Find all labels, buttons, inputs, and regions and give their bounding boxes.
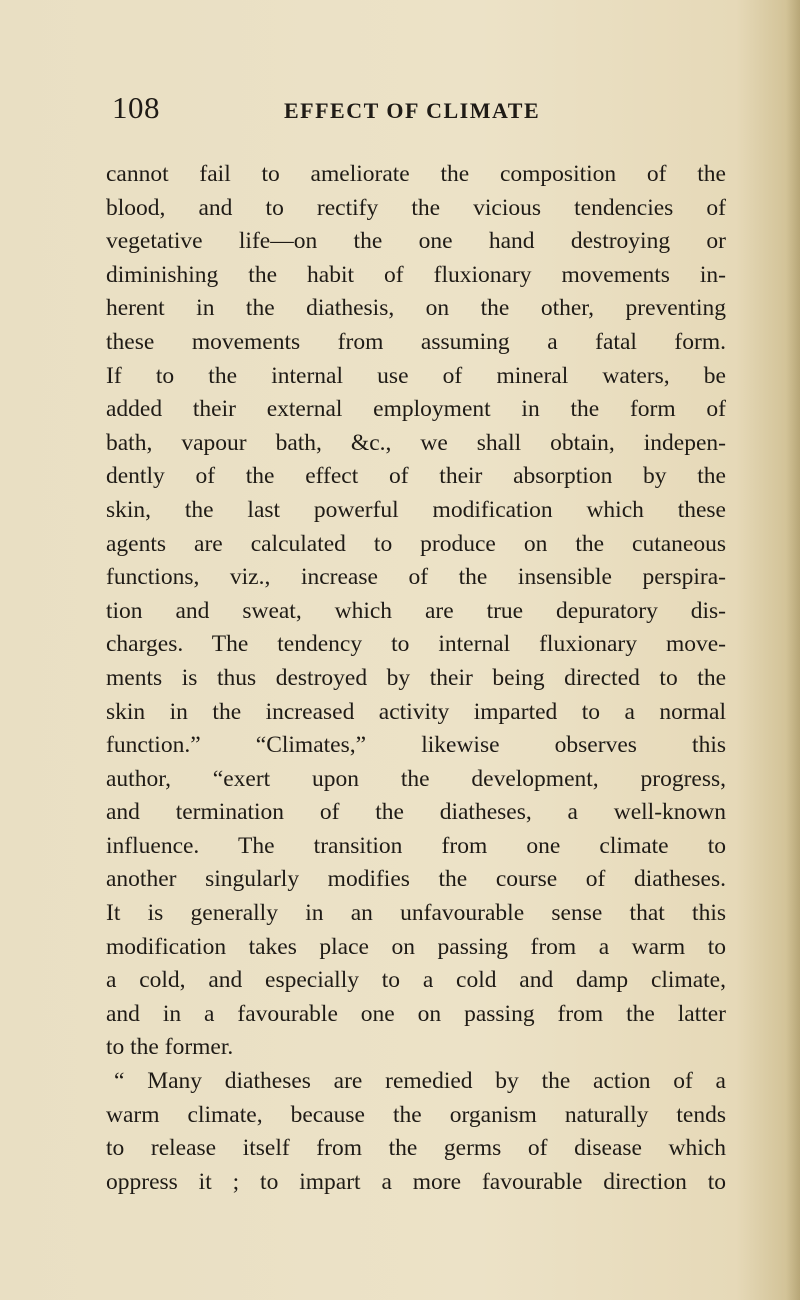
text-line: blood, and to rectify the vicious tendencies of (106, 194, 726, 221)
text-line: oppress it ; to impart a more favourable direction to (106, 1168, 726, 1195)
text-line: tion and sweat, which are true depuratory dis- (106, 597, 726, 624)
text-line: influence. The transition from one climate to (106, 832, 726, 859)
text-line: dently of the effect of their absorption by the (106, 463, 726, 490)
text-line: another singularly modifies the course of diatheses. (106, 866, 726, 893)
text-line: to the former. (106, 1034, 234, 1061)
text-line: author, “exert upon the development, progress, (106, 765, 726, 792)
page-edge-shadow (786, 0, 800, 1300)
text-line: “ Many diatheses are remedied by the action of a (114, 1068, 726, 1095)
text-line: warm climate, because the organism naturally tends (106, 1101, 726, 1128)
text-line: these movements from assuming a fatal form. (106, 328, 726, 355)
text-line: diminishing the habit of fluxionary movements in- (106, 261, 726, 288)
text-line: function.” “Climates,” likewise observes this (106, 732, 726, 759)
text-line: agents are calculated to produce on the cutaneous (106, 530, 726, 557)
text-line: ments is thus destroyed by their being directed to the (106, 664, 726, 691)
text-line: cannot fail to ameliorate the composition of the (106, 161, 726, 187)
text-line: a cold, and especially to a cold and damp climate, (106, 967, 726, 994)
body-text (106, 158, 726, 1199)
text-line: charges. The tendency to internal fluxionary move- (106, 631, 726, 658)
text-line: herent in the diathesis, on the other, preventing (106, 295, 726, 322)
text-line: and in a favourable one on passing from the latter (106, 1000, 726, 1027)
text-line: and termination of the diatheses, a well-known (106, 799, 726, 826)
page-header (112, 90, 712, 130)
running-head: EFFECT OF CLIMATE (284, 98, 541, 123)
text-line: functions, viz., increase of the insensible perspira- (106, 564, 726, 591)
text-line: skin in the increased activity imparted to a normal (106, 698, 726, 725)
text-line: If to the internal use of mineral waters, be (106, 362, 726, 389)
text-line: modification takes place on passing from a warm to (106, 933, 726, 960)
text-line: It is generally in an unfavourable sense that this (106, 900, 726, 927)
text-line: added their external employment in the form of (106, 396, 726, 423)
page-number: 108 (112, 90, 160, 125)
text-line: skin, the last powerful modification which these (106, 496, 726, 523)
text-line: vegetative life—on the one hand destroying or (106, 228, 726, 255)
text-line: bath, vapour bath, &c., we shall obtain, indepen- (106, 429, 726, 456)
text-line: to release itself from the germs of disease which (106, 1135, 726, 1162)
